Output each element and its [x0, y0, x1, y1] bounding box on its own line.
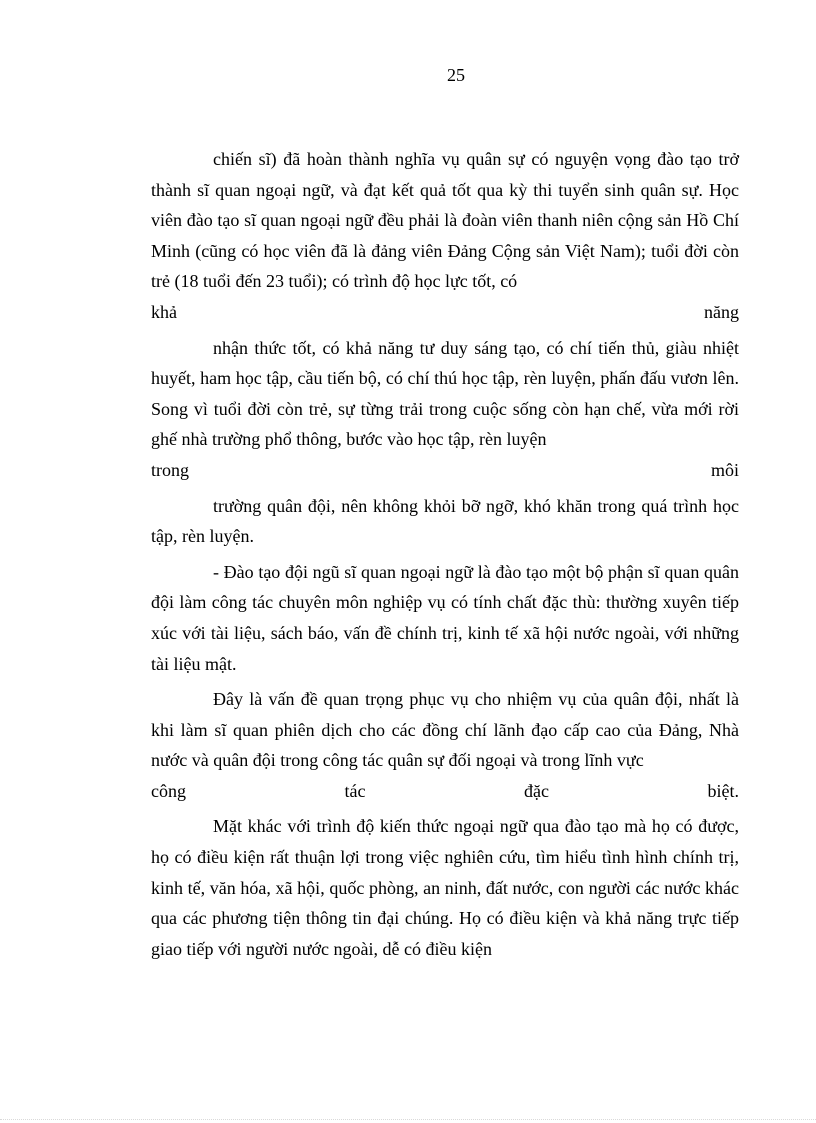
- page-bottom-divider: [0, 1119, 816, 1120]
- document-body: [151, 144, 739, 969]
- paragraph: nhận thức tốt, có khả năng tư duy sáng tạo, có chí tiến thủ, giàu nhiệt huyết, ham học tập, cầu tiến bộ, có chí thú học tập, rèn luyện, phấn đấu vươn lên. Song vì tuổi đời còn trẻ, sự từng trải trong cuộc sống còn hạn chế, vừa mới rời ghế nhà trường phổ thông, bước vào học tập, rèn luyện: [151, 337, 739, 450]
- line-word: môi: [710, 459, 739, 480]
- line-word: năng: [704, 301, 739, 322]
- paragraph: Mặt khác với trình độ kiến thức ngoại ngữ qua đào tạo mà họ có được, họ có điều kiện rất thuận lợi trong việc nghiên cứu, tìm hiểu tình hình chính trị, kinh tế, văn hóa, xã hội, quốc phòng, an ninh, đất nước, con người các nước khác qua các phương tiện thông tin đại chúng. Họ có điều kiện và khả năng trực tiếp giao tiếp với người nước ngoài, dễ có điều kiện: [151, 816, 739, 959]
- line-word: khả: [151, 301, 177, 322]
- line-word: đặc: [523, 780, 549, 801]
- line-word: biệt.: [707, 780, 739, 801]
- line-word: công: [151, 780, 186, 801]
- paragraph: - Đào tạo đội ngũ sĩ quan ngoại ngữ là đào tạo một bộ phận sĩ quan quân đội làm công tác chuyên môn nghiệp vụ có tính chất đặc thù: thường xuyên tiếp xúc với tài liệu, sách báo, vấn đề chính trị, kinh tế xã hội nước ngoài, với những tài liệu mật.: [151, 561, 739, 674]
- justified-line: [151, 455, 739, 486]
- paragraph: chiến sĩ) đã hoàn thành nghĩa vụ quân sự có nguyện vọng đào tạo trở thành sĩ quan ngoại ngữ, và đạt kết quả tốt qua kỳ thi tuyển sinh quân sự. Học viên đào tạo sĩ quan ngoại ngữ đều phải là đoàn viên thanh niên cộng sản Hồ Chí Minh (cũng có học viên đã là đảng viên Đảng Cộng sản Việt Nam); tuổi đời còn trẻ (18 tuổi đến 23 tuổi); có trình độ học lực tốt, có: [151, 149, 739, 292]
- page-number: 25: [447, 65, 465, 85]
- paragraph: trường quân đội, nên không khỏi bỡ ngỡ, khó khăn trong quá trình học tập, rèn luyện.: [151, 495, 739, 547]
- line-word: tác: [344, 780, 366, 801]
- justified-line: [151, 776, 739, 807]
- justified-line: [151, 297, 739, 328]
- line-word: trong: [151, 459, 189, 480]
- paragraph: Đây là vấn đề quan trọng phục vụ cho nhiệm vụ của quân đội, nhất là khi làm sĩ quan phiên dịch cho các đồng chí lãnh đạo cấp cao của Đảng, Nhà nước và quân đội trong công tác quân sự đối ngoại và trong lĩnh vực: [151, 689, 739, 771]
